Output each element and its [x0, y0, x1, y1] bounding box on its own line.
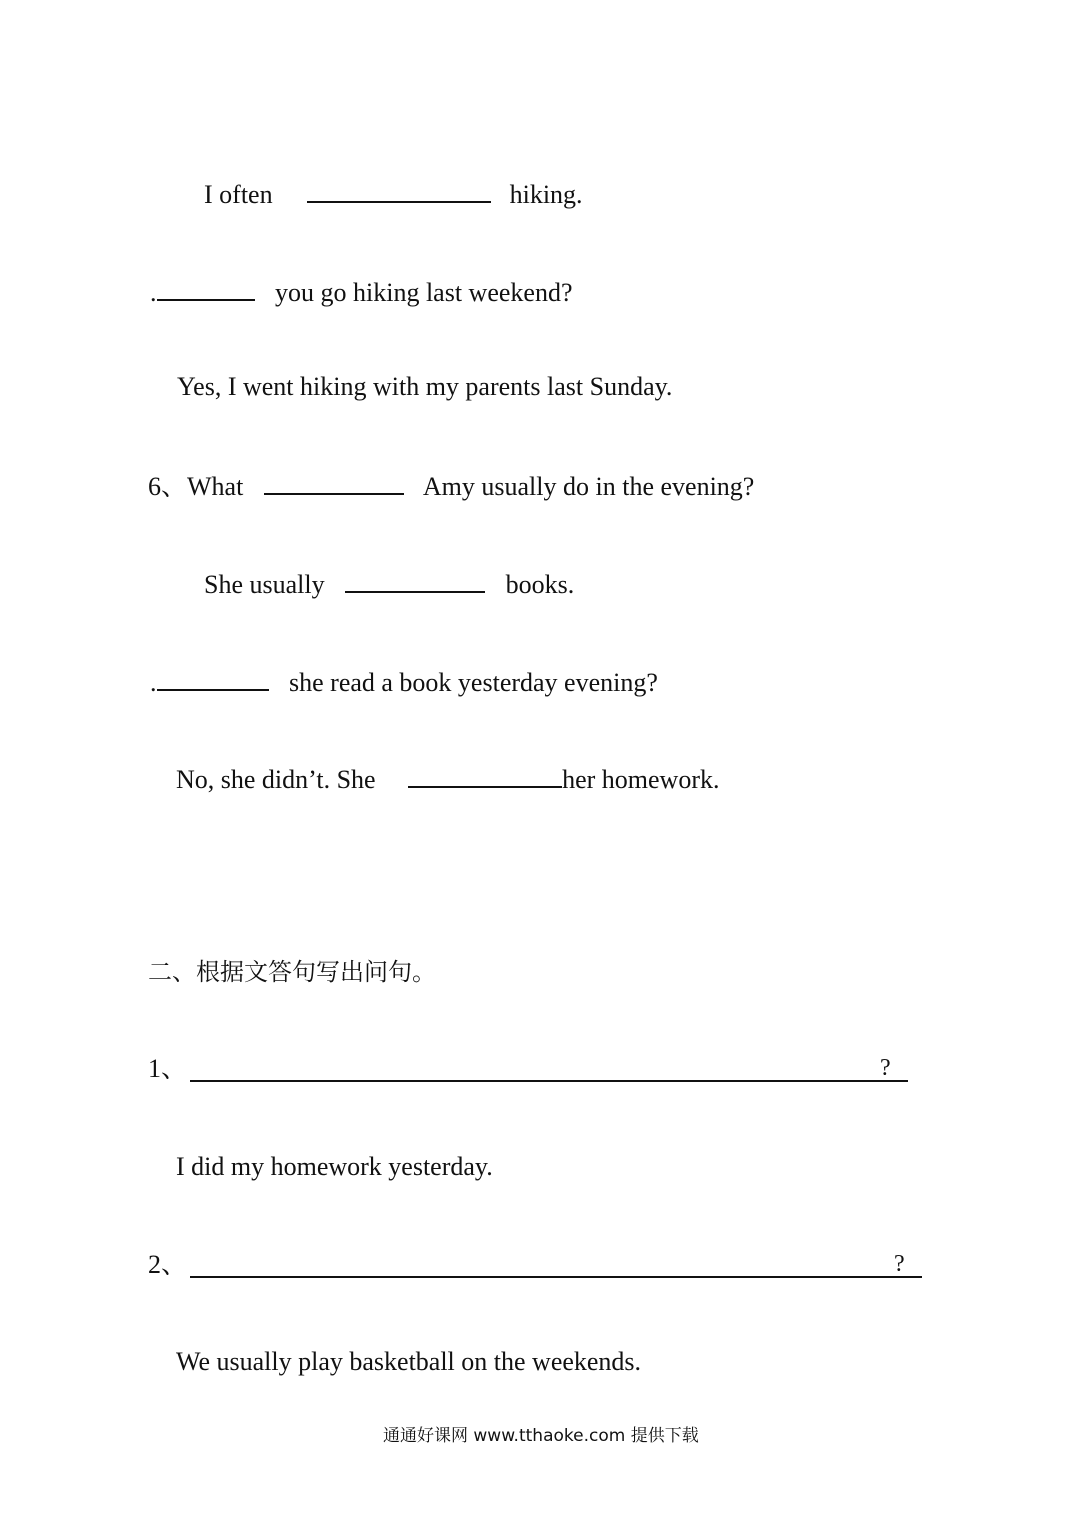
sentence-4: [148, 469, 754, 502]
sentence-1-end: hiking.: [509, 180, 583, 209]
question-2-number: 2、: [148, 1250, 188, 1279]
question-1-number: 1、: [148, 1054, 188, 1083]
sentence-5-end: books.: [505, 570, 575, 599]
answer-2: We usually play basketball on the weekends.: [176, 1347, 642, 1376]
sentence-2: [150, 275, 573, 308]
sentence-6-start: .: [150, 668, 157, 697]
sentence-7: [176, 762, 719, 795]
answer-blank-4[interactable]: [345, 567, 485, 593]
answer-blank-6[interactable]: [408, 762, 562, 788]
sentence-6-end: she read a book yesterday evening?: [289, 668, 658, 697]
answer-blank-3[interactable]: [264, 469, 404, 495]
footer-text: 通通好课网 www.tthaoke.com 提供下载: [383, 1426, 699, 1446]
sentence-2-end: you go hiking last weekend?: [275, 278, 573, 307]
sentence-2-start: .: [150, 278, 157, 307]
section-2-heading: 二、根据文答句写出问句。: [148, 958, 436, 986]
answer-blank-2[interactable]: [157, 275, 255, 301]
sentence-4-start: 6、What: [148, 472, 244, 501]
sentence-6: [150, 665, 658, 698]
sentence-7-end: her homework.: [562, 765, 720, 794]
sentence-7-start: No, she didn’t. She: [176, 765, 376, 794]
answer-1: I did my homework yesterday.: [176, 1152, 493, 1181]
question-2-question-mark: ?: [894, 1251, 905, 1277]
sentence-5-start: She usually: [204, 570, 325, 599]
question-2-blank[interactable]: [190, 1276, 922, 1278]
question-1-blank[interactable]: [190, 1080, 908, 1082]
sentence-4-end: Amy usually do in the evening?: [422, 472, 755, 501]
question-1-question-mark: ?: [880, 1055, 891, 1081]
answer-blank-5[interactable]: [157, 665, 269, 691]
answer-blank-1[interactable]: [307, 177, 491, 203]
sentence-5: [204, 567, 574, 600]
sentence-1-start: I often: [204, 180, 273, 209]
sentence-3: Yes, I went hiking with my parents last Sunday.: [177, 372, 673, 401]
sentence-1: [204, 177, 583, 210]
